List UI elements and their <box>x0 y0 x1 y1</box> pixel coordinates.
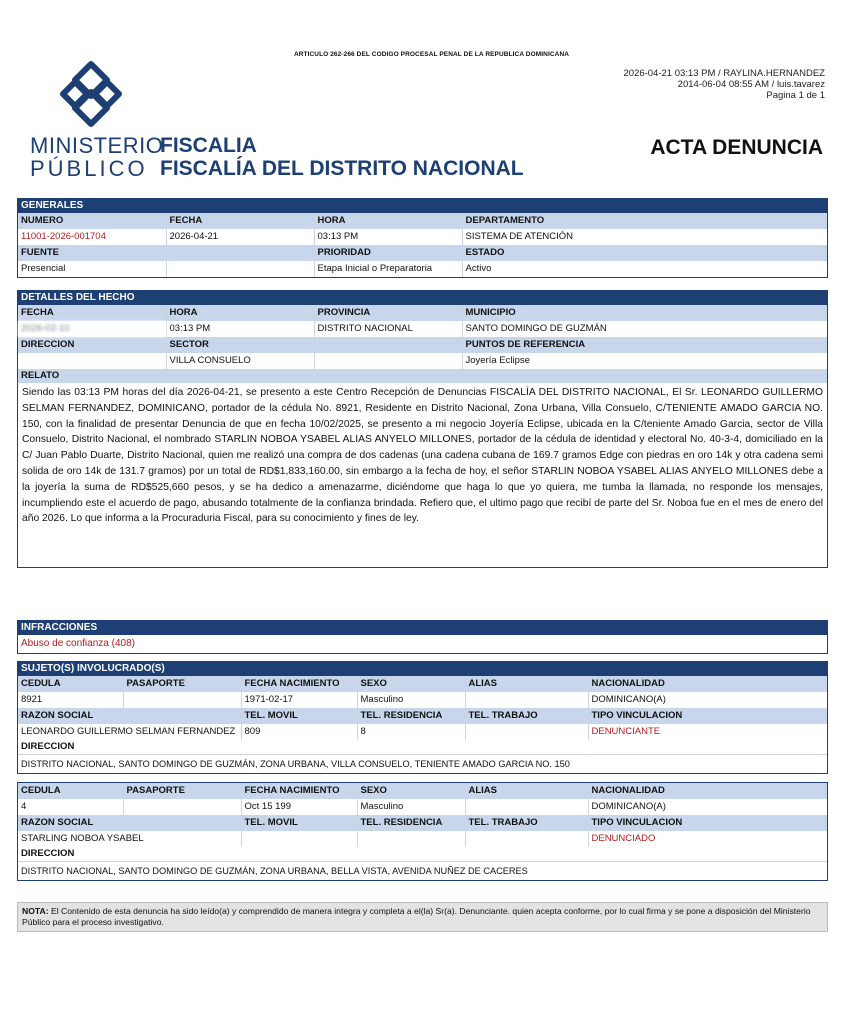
s2-direccion-label: DIRECCION <box>18 847 827 861</box>
case-priority: Etapa Inicial o Preparatoria <box>314 261 462 277</box>
label-razon-social: RAZON SOCIAL <box>18 815 123 831</box>
label-tel-residencia: TEL. RESIDENCIA <box>357 708 465 724</box>
s2-role: DENUNCIADO <box>588 831 827 847</box>
label-hora: HORA <box>314 213 462 229</box>
incident-sector: VILLA CONSUELO <box>166 353 314 369</box>
section-title: GENERALES <box>18 199 827 213</box>
s1-sex: Masculino <box>357 692 465 708</box>
incident-address <box>18 353 166 369</box>
sujeto2-table <box>18 783 827 847</box>
fiscalia-name <box>160 134 524 180</box>
s1-nationality: DOMINICANO(A) <box>588 692 827 708</box>
meta-page: Pagina 1 de 1 <box>766 90 825 101</box>
label-fecha: FECHA <box>166 213 314 229</box>
section-title: INFRACCIONES <box>18 621 827 635</box>
s2-nationality: DOMINICANO(A) <box>588 799 827 815</box>
org-name-line1: MINISTERIO <box>30 133 164 158</box>
s1-direccion-value: DISTRITO NACIONAL, SANTO DOMINGO DE GUZMÁN, ZONA URBANA, VILLA CONSUELO, TENIENTE AMADO GARCIA NO. 150 <box>18 754 827 773</box>
sujetos-section <box>17 661 828 774</box>
detalles-section <box>17 290 828 568</box>
label-cedula: CEDULA <box>18 783 123 799</box>
s1-birthdate: 1971-02-17 <box>241 692 357 708</box>
sujeto1-table <box>18 676 827 740</box>
document-title: ACTA DENUNCIA <box>650 136 823 159</box>
s2-sex: Masculino <box>357 799 465 815</box>
incident-time: 03:13 PM <box>166 321 314 337</box>
s1-home-phone: 8 <box>357 724 465 740</box>
label-prioridad: PRIORIDAD <box>314 245 462 261</box>
label-cedula: CEDULA <box>18 676 123 692</box>
label-razon-social: RAZON SOCIAL <box>18 708 123 724</box>
incident-reference: Joyería Eclipse <box>462 353 827 369</box>
ministerio-publico-logo-icon <box>55 58 127 130</box>
label-sexo: SEXO <box>357 676 465 692</box>
label-tel-residencia: TEL. RESIDENCIA <box>357 815 465 831</box>
s1-name: LEONARDO GUILLERMO SELMAN FERNANDEZ <box>18 724 241 740</box>
s2-birthdate: Oct 15 199 <box>241 799 357 815</box>
fiscalia-line2: FISCALÍA DEL DISTRITO NACIONAL <box>160 157 524 180</box>
infraccion-item: Abuso de confianza (408) <box>21 638 135 649</box>
fiscalia-line1: FISCALIA <box>160 134 257 157</box>
incident-date: 2026-02-10 <box>18 321 166 337</box>
meta-created: 2026-04-21 03:13 PM / RAYLINA.HERNANDEZ <box>623 68 825 79</box>
label-numero: NUMERO <box>18 213 166 229</box>
case-time: 03:13 PM <box>314 229 462 245</box>
document-meta <box>623 68 825 101</box>
nota-text: El Contenido de esta denuncia ha sido leído(a) y comprendido de manera integra y completa a el(la) Sr(a). Denunciante. quien acepta conforme, por lo cual firma y se pone a disposición del Ministerio Público para el proceso investigativo. <box>22 906 811 927</box>
incident-province: DISTRITO NACIONAL <box>314 321 462 337</box>
label-tel-movil: TEL. MOVIL <box>241 708 357 724</box>
s2-mobile <box>241 831 357 847</box>
label-alias: ALIAS <box>465 783 588 799</box>
generales-section <box>17 198 828 278</box>
s2-pasaporte <box>123 799 241 815</box>
value-empty <box>314 353 462 369</box>
relato-label: RELATO <box>18 369 827 383</box>
meta-updated: 2014-06-04 08:55 AM / luis.tavarez <box>677 79 825 90</box>
s2-home-phone <box>357 831 465 847</box>
nota-label: NOTA: <box>22 906 49 916</box>
label-municipio: MUNICIPIO <box>462 305 827 321</box>
s1-mobile: 809 <box>241 724 357 740</box>
label-tipo-vinculacion: TIPO VINCULACION <box>588 708 827 724</box>
sujeto2-section <box>17 782 828 881</box>
infracciones-section <box>17 620 828 654</box>
section-title: DETALLES DEL HECHO <box>18 291 827 305</box>
detalles-table <box>18 305 827 369</box>
label-tipo-vinculacion: TIPO VINCULACION <box>588 815 827 831</box>
label-sector: SECTOR <box>166 337 314 353</box>
s2-direccion-value: DISTRITO NACIONAL, SANTO DOMINGO DE GUZMÁN, ZONA URBANA, BELLA VISTA, AVENIDA NUÑEZ DE CACERES <box>18 861 827 880</box>
label-empty <box>123 815 241 831</box>
label-fuente: FUENTE <box>18 245 166 261</box>
label-pasaporte: PASAPORTE <box>123 676 241 692</box>
label-hora: HORA <box>166 305 314 321</box>
label-tel-trabajo: TEL. TRABAJO <box>465 815 588 831</box>
label-alias: ALIAS <box>465 676 588 692</box>
case-source: Presencial <box>18 261 166 277</box>
s2-alias <box>465 799 588 815</box>
value-empty <box>166 261 314 277</box>
label-puntos-referencia: PUNTOS DE REFERENCIA <box>462 337 827 353</box>
label-empty <box>314 337 462 353</box>
label-empty <box>123 708 241 724</box>
s1-cedula: 8921 <box>18 692 123 708</box>
s1-work-phone <box>465 724 588 740</box>
label-sexo: SEXO <box>357 783 465 799</box>
label-direccion: DIRECCION <box>18 337 166 353</box>
nota-box <box>17 902 828 932</box>
label-departamento: DEPARTAMENTO <box>462 213 827 229</box>
case-number: 11001-2026-001704 <box>18 229 166 245</box>
label-fecha: FECHA <box>18 305 166 321</box>
org-name <box>30 134 163 180</box>
section-title: SUJETO(S) INVOLUCRADO(S) <box>18 662 827 676</box>
label-nacionalidad: NACIONALIDAD <box>588 676 827 692</box>
s2-name: STARLING NOBOA YSABEL <box>18 831 241 847</box>
s2-cedula: 4 <box>18 799 123 815</box>
label-provincia: PROVINCIA <box>314 305 462 321</box>
s1-pasaporte <box>123 692 241 708</box>
label-pasaporte: PASAPORTE <box>123 783 241 799</box>
label-estado: ESTADO <box>462 245 827 261</box>
s1-role: DENUNCIANTE <box>588 724 827 740</box>
label-empty <box>166 245 314 261</box>
s1-alias <box>465 692 588 708</box>
case-status: Activo <box>462 261 827 277</box>
label-fecha-nacimiento: FECHA NACIMIENTO <box>241 676 357 692</box>
label-tel-movil: TEL. MOVIL <box>241 815 357 831</box>
legal-reference: ARTICULO 262-266 DEL CODIGO PROCESAL PENAL DE LA REPUBLICA DOMINICANA <box>293 51 570 58</box>
s2-work-phone <box>465 831 588 847</box>
label-fecha-nacimiento: FECHA NACIMIENTO <box>241 783 357 799</box>
label-nacionalidad: NACIONALIDAD <box>588 783 827 799</box>
org-name-line2: PÚBLICO <box>30 156 148 181</box>
s1-direccion-label: DIRECCION <box>18 740 827 754</box>
case-date: 2026-04-21 <box>166 229 314 245</box>
relato-text: Siendo las 03:13 PM horas del día 2026-04-21, se presento a este Centro Recepción de Denuncias FISCALÍA DEL DISTRITO NACIONAL, El Sr. LEONARDO GUILLERMO SELMAN FERNANDEZ, DOMINICANO, portador de la cédula No. 8921, Residente en Distrito Nacional, Zona Urbana, Villa Consuelo, C/TENIENTE AMADO GARCIA NO. 150, con la finalidad de presentar Denuncia de que en fecha 10/02/2025, se presento a mi negocio Joyería Eclipse, ubicada en la C/teniente Amado Garcia, sector de Villa Consuelo, Distrito Nacional, el nombrado STARLIN NOBOA YSABEL ALIAS ANYELO MILLONES, portador de la cédula de identidad y electoral No. 40-3-4, domiciliado en la C/ Juan Pablo Duarte, Distrito Nacional, quien me realizó una compra de dos cadenas (una cadena cubana de 169.7 gramos Edge con piedras en oro 14k y otra cadena semi solida de oro 14k de 131.7 gramos) por un total de RD$1,833,160.00, sin embargo a la fecha de hoy, el señor STARLIN NOBOA YSABEL ALIAS ANYELO MILLONES debe a la joyería la suma de RD$525,660 pesos, y se ha dedico a amenazarme, diciéndome que haga lo que yo quiera, me tumba la llamada, no responde los mensajes, incumpliendo este el acuerdo de pago, abusando totalmente de la confianza brindada. Refiero que, el ultimo pago que recibí de parte del Sr. Noboa fue en el mes de enero del año 2026. Lo que informa a la Procuraduria Fiscal, para su conocimiento y fines de ley. <box>22 387 823 525</box>
incident-municipality: SANTO DOMINGO DE GUZMÁN <box>462 321 827 337</box>
label-tel-trabajo: TEL. TRABAJO <box>465 708 588 724</box>
generales-table <box>18 213 827 277</box>
case-department: SISTEMA DE ATENCIÓN <box>462 229 827 245</box>
